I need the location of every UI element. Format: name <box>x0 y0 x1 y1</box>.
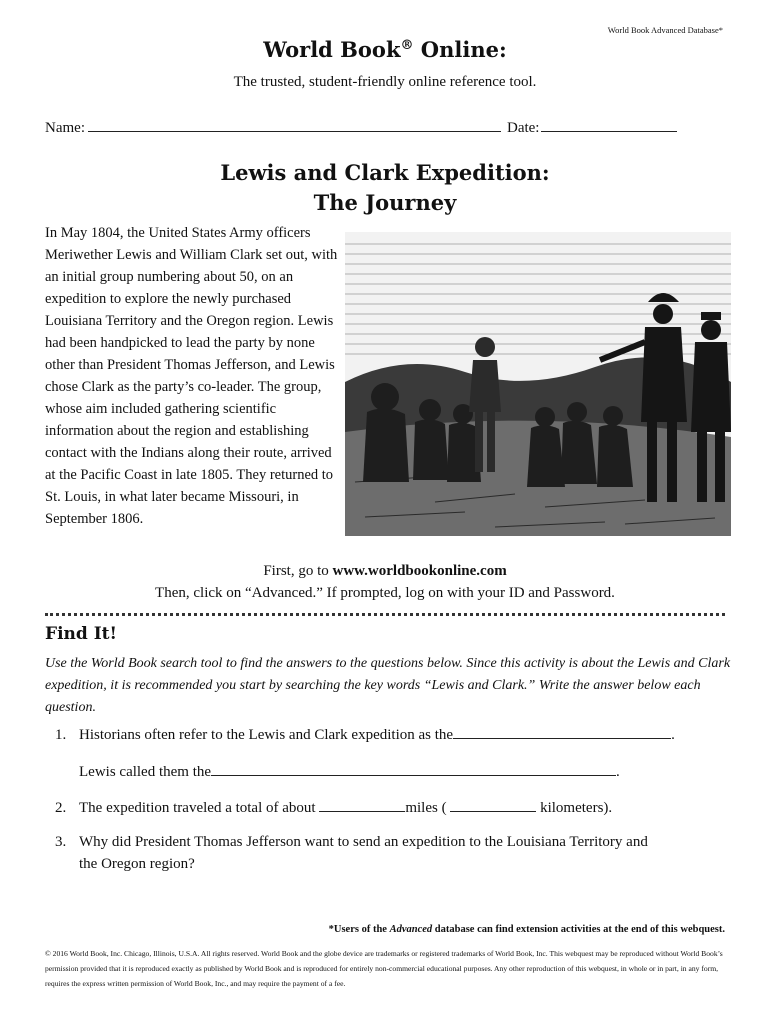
name-label: Name: <box>45 120 85 136</box>
document-title-line2: The Journey <box>313 190 457 215</box>
instructions <box>0 560 770 604</box>
date-field[interactable] <box>541 119 677 132</box>
q3-line2: the Oregon region? <box>79 856 195 872</box>
copyright-notice: © 2016 World Book, Inc. Chicago, Illinois, U.S.A. All rights reserved. World Book and the globe device are trademarks or registered trademarks of World Book, Inc. This webquest may be reproduced without World Book’s permission provided that it is reproduced exactly as published by World Book and is reproduced for entirely non-commercial educational purposes. Any other reproduction of this webquest, in whole or in part, in any form, requires the express written permission of World Book, Inc., and may require the payment of a fee. <box>45 949 723 988</box>
question-number: 2. <box>55 800 67 816</box>
q2-prompt-a: The expedition traveled a total of about <box>79 800 316 816</box>
question-2 <box>55 797 735 819</box>
question-number: 1. <box>55 727 67 743</box>
intro-paragraph: In May 1804, the United States Army officers Meriwether Lewis and William Clark set out, with an initial group numbering about 50, on an expedition to explore the newly purchased Louisiana Territory and the Oregon region. Lewis had been handpicked to lead the party by none other than President Thomas Jefferson, and Lewis chose Clark as the party’s co-leader. The group, whose aim included gathering scientific information about the region and establishing contact with the Indians along their route, arrived at the Pacific Coast in late 1805. They returned to St. Louis, in what later became Missouri, in September 1806. <box>45 225 338 527</box>
q2-prompt-c: kilometers). <box>540 800 613 816</box>
q1b-period: . <box>616 764 620 780</box>
question-1 <box>55 724 735 746</box>
page-subtitle: The trusted, student-friendly online reference tool. <box>233 74 537 90</box>
q1-answer-blank[interactable] <box>453 726 671 739</box>
q1-period: . <box>671 727 675 743</box>
dotted-divider <box>45 613 725 616</box>
q2-prompt-b: miles ( <box>405 800 447 816</box>
question-text <box>79 831 745 875</box>
q2-km-blank[interactable] <box>450 799 536 812</box>
question-text <box>79 724 675 746</box>
document-title-line1: Lewis and Clark Expedition: <box>220 160 550 185</box>
instruction-prefix: First, go to <box>263 563 333 579</box>
registered-mark: ® <box>400 38 414 53</box>
instruction-line1 <box>0 560 770 582</box>
instruction-line2: Then, click on “Advanced.” If prompted, log on with your ID and Password. <box>155 585 615 601</box>
name-field[interactable] <box>88 119 501 132</box>
q1-prompt: Historians often refer to the Lewis and Clark expedition as the <box>79 727 454 743</box>
q1b-prompt: Lewis called them the <box>79 764 212 780</box>
website-link[interactable]: www.worldbookonline.com <box>332 563 507 579</box>
name-date-row <box>45 119 677 137</box>
find-it-intro: Use the World Book search tool to find the answers to the questions below. Since this activity is about the Lewis and Clark expedition, it is recommended you start by searching the key words “Lewis and Clark.” Write the answer below each question. <box>45 656 731 715</box>
q1b-answer-blank[interactable] <box>211 763 616 776</box>
database-note: World Book Advanced Database* <box>607 25 723 35</box>
question-text <box>79 797 612 819</box>
q2-miles-blank[interactable] <box>319 799 405 812</box>
document-title <box>0 158 770 218</box>
question-3 <box>55 831 745 875</box>
footnote-a: *Users of the <box>328 924 390 935</box>
question-number: 3. <box>55 834 67 850</box>
footnote <box>329 924 725 935</box>
question-1b <box>79 761 739 783</box>
expedition-illustration <box>345 232 731 536</box>
page-title <box>0 37 770 62</box>
q3-line1: Why did President Thomas Jefferson want to send an expedition to the Louisiana Territory and <box>79 834 648 850</box>
footnote-b: database can find extension activities at the end of this webquest. <box>432 924 725 935</box>
date-label: Date: <box>506 120 540 136</box>
title-brand: World Book <box>263 37 401 62</box>
title-suffix: Online: <box>413 37 507 62</box>
find-it-heading: Find It! <box>45 624 117 644</box>
footnote-em: Advanced <box>389 924 433 935</box>
